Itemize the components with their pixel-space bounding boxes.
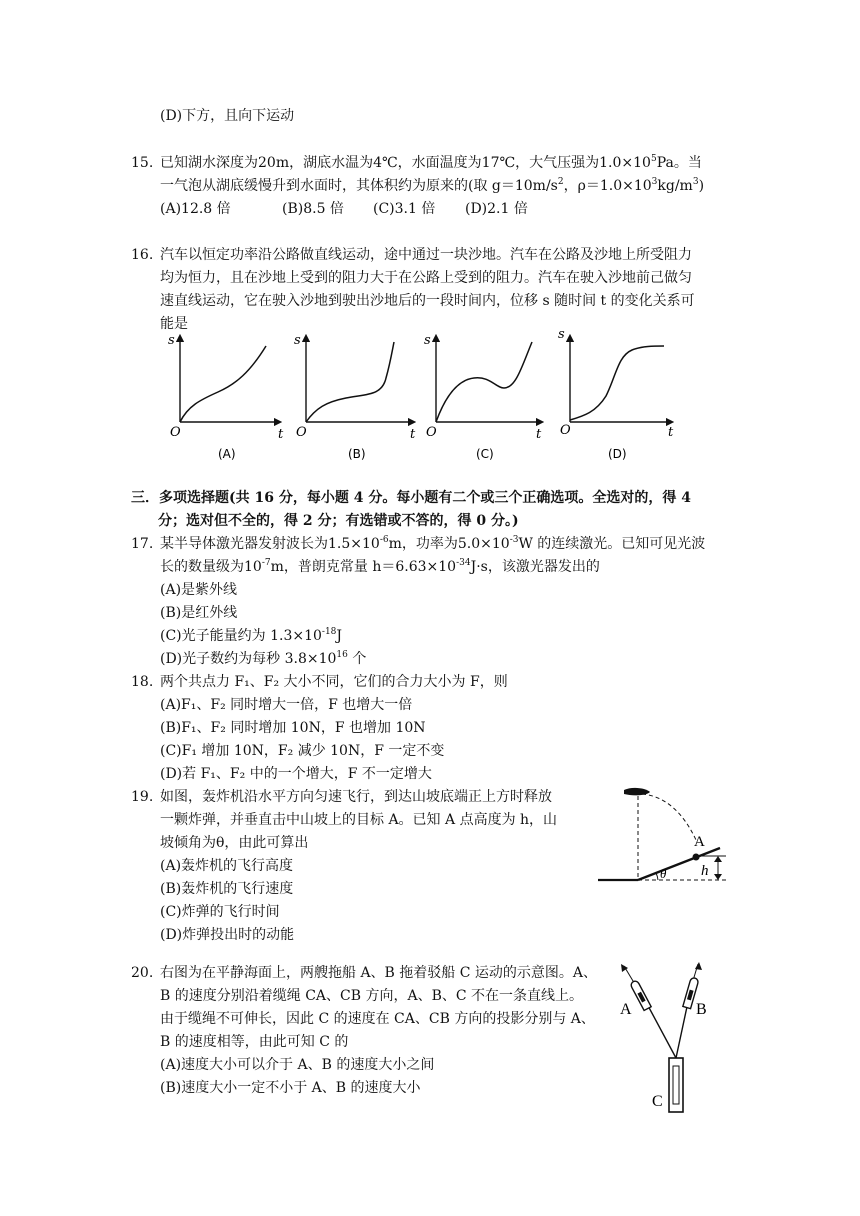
q20-line-4: B 的速度相等，由此可知 C 的 [160,1034,349,1050]
q20-line-2: B 的速度分别沿着缆绳 CA、CB 方向，A、B、C 不在一条直线上。 [160,988,584,1004]
target-a-icon [693,854,700,861]
q16-line-2: 均为恒力，且在沙地上受到的阻力大于在公路上受到的阻力。汽车在驶入沙地前己做匀 [160,270,692,286]
q19-number: 19. [131,789,154,805]
q17-option-a: (A)是紫外线 [160,582,238,598]
graph-c-caption: (C) [476,447,494,461]
q18-number: 18. [131,674,154,690]
q17-option-b: (B)是红外线 [160,605,238,621]
q19-label-h: h [701,863,709,879]
q16-line-4: 能是 [160,316,188,332]
graph-a-x-label: t [278,427,284,442]
boat-a-icon [630,980,651,1011]
q17-option-d: (D)光子数约为每秒 $3.8\times 10^{16}$ 个 [160,650,367,667]
q18-option-b: (B)F₁、F₂ 同时增加 10N，F 也增加 10N [160,720,426,736]
q15-option-a: (A)12.8 倍 [160,201,231,217]
graph-b-origin: O [296,425,307,440]
q16-line-1: 汽车以恒定功率沿公路做直线运动，途中通过一块沙地。汽车在公路及沙地上所受阻力 [160,247,692,263]
section-3-line-2: 分；选对但不全的，得 2 分；有选错或不答的，得 0 分。) [158,513,519,529]
q18-option-d: (D)若 F₁、F₂ 中的一个增大，F 不一定增大 [160,766,432,782]
bomber-icon [624,788,650,795]
q16-number: 16. [131,247,154,263]
barge-c-icon [669,1058,683,1112]
q19-line-3: 坡倾角为θ，由此可算出 [160,835,309,851]
graph-c-y-label: s [424,333,431,348]
q15-option-d: (D)2.1 倍 [465,201,528,217]
q20-option-b: (B)速度大小一定不小于 A、B 的速度大小 [160,1080,421,1096]
graph-a-y-label: s [168,333,175,348]
graph-d-origin: O [560,423,571,438]
q20-figure [612,962,722,1122]
graph-b [294,333,416,461]
q20-label-b: B [696,1001,707,1018]
q15-line-1: 已知湖水深度为20m，湖底水温为4℃，水面温度为17℃，大气压强为$1.0\times 10^5Pa$。当 [160,154,702,171]
q17-line-1: 某半导体激光器发射波长为$1.5\times 10^{-6}m$，功率为$5.0\times 10^{-3}W$ 的连续激光。已知可见光波 [160,535,706,552]
graph-c [424,333,542,461]
q19-option-c: (C)炸弹的飞行时间 [160,904,280,920]
graph-b-y-label: s [294,333,301,348]
q19-option-d: (D)炸弹投出时的动能 [160,927,295,943]
q19-figure [596,780,736,890]
q17-line-2: 长的数量级为$10^{-7}m$，普朗克常量 $h=6.63\times 10^{-34}J\cdot s$，该激光器发出的 [160,558,600,575]
graph-b-x-label: t [410,427,416,442]
q18-option-a: (A)F₁、F₂ 同时增大一倍，F 也增大一倍 [160,697,413,713]
q17-number: 17. [131,536,154,552]
q16-graphs [160,326,720,466]
q19-label-a: A [694,834,705,850]
q15-option-b: (B)8.5 倍 [282,201,344,217]
q15-option-c: (C)3.1 倍 [373,201,436,217]
q16-line-3: 速直线运动，它在驶入沙地到驶出沙地后的一段时间内，位移 s 随时间 t 的变化关系可 [160,293,695,309]
graph-b-caption: (B) [348,447,366,461]
q20-number: 20. [131,965,154,981]
q15-number: 15. [131,155,154,171]
q20-label-a: A [620,1001,632,1018]
q20-option-a: (A)速度大小可以介于 A、B 的速度大小之间 [160,1057,435,1073]
q19-option-a: (A)轰炸机的飞行高度 [160,858,294,874]
graph-d-y-label: s [558,327,565,342]
q17-option-c: (C)光子能量约为 $1.3\times 10^{-18}J$ [160,627,343,644]
graph-a-caption: (A) [218,447,236,461]
graph-c-x-label: t [536,427,542,442]
graph-d-caption: (D) [608,447,627,461]
q19-label-theta: θ [660,866,667,881]
q15-options [160,199,528,219]
q18-stem: 两个共点力 F₁、F₂ 大小不同，它们的合力大小为 F，则 [160,674,508,690]
q19-line-1: 如图，轰炸机沿水平方向匀速飞行，到达山坡底端正上方时释放 [160,789,552,805]
q15-line-2: 一气泡从湖底缓慢升到水面时，其体积约为原来的(取 $g=10m/s^2$，$\rho=1.0\times 10^3kg/m^3$) [160,177,705,194]
q19-line-2: 一颗炸弹，并垂直击中山坡上的目标 A。已知 A 点高度为 h，山 [160,812,558,828]
q20-line-1: 右图为在平静海面上，两艘拖船 A、B 拖着驳船 C 运动的示意图。A、 [160,965,598,981]
q14-option-d: (D)下方，且向下运动 [160,108,295,124]
graph-d [558,327,674,461]
graph-a-origin: O [170,425,181,440]
q19-option-b: (B)轰炸机的飞行速度 [160,881,294,897]
graph-c-origin: O [426,425,437,440]
q20-line-3: 由于缆绳不可伸长，因此 C 的速度在 CA、CB 方向的投影分别与 A、 [160,1011,595,1027]
q20-label-c: C [652,1093,663,1110]
graph-d-x-label: t [668,425,674,440]
section-3-line-1: 三．多项选择题(共 16 分，每小题 4 分。每小题有二个或三个正确选项。全选对的，得 4 [131,490,691,506]
graph-a [168,333,284,461]
q18-option-c: (C)F₁ 增加 10N，F₂ 减少 10N，F 一定不变 [160,743,445,759]
